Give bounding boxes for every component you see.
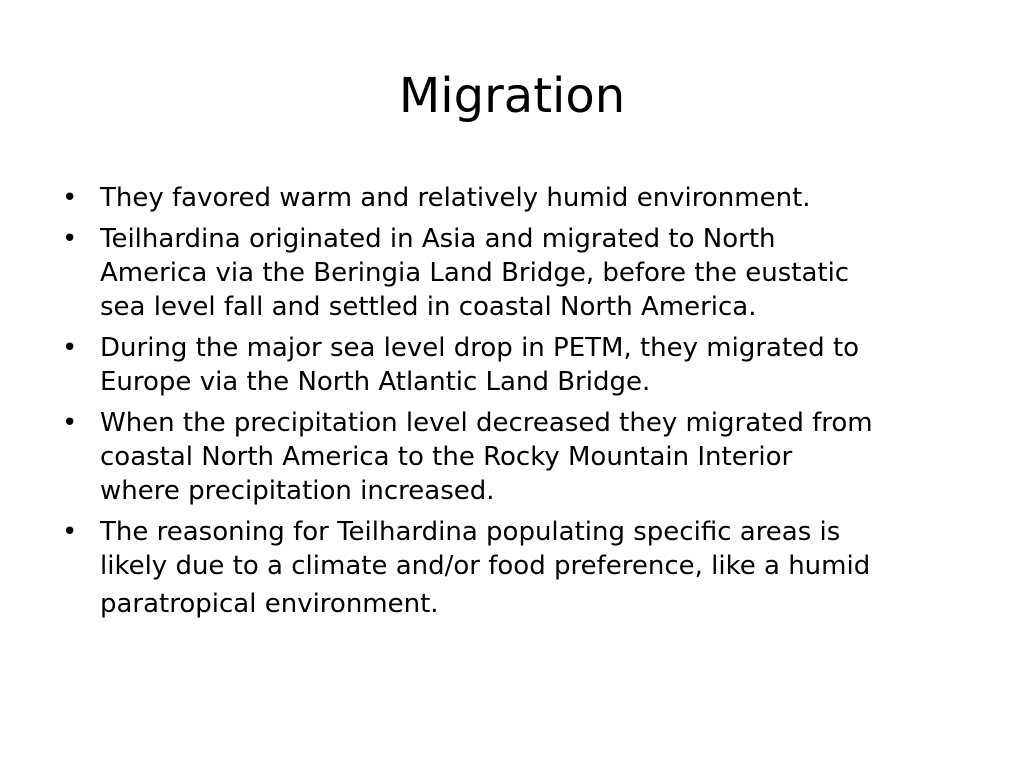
- bullet-line: America via the Beringia Land Bridge, before the eustatic: [100, 258, 850, 288]
- bullet-item: [58, 331, 973, 399]
- bullet-item: [58, 406, 973, 508]
- bullet-line: Teilhardina originated in Asia and migrated to North: [100, 224, 776, 254]
- bullet-text: [100, 222, 973, 324]
- bullet-line: The reasoning for Teilhardina populating specific areas is: [100, 517, 841, 547]
- bullet-list: [58, 181, 973, 621]
- bullet-line: paratropical environment.: [100, 589, 439, 619]
- bullet-dot-icon: •: [62, 224, 78, 254]
- bullet-line: sea level fall and settled in coastal North America.: [100, 292, 757, 322]
- bullet-text: [100, 181, 973, 215]
- bullet-dot-icon: •: [62, 517, 78, 547]
- bullet-text: [100, 406, 973, 508]
- bullet-line: During the major sea level drop in PETM, they migrated to: [100, 333, 860, 363]
- bullet-dot-icon: •: [62, 408, 78, 438]
- bullet-line: Europe via the North Atlantic Land Bridge.: [100, 367, 651, 397]
- bullet-text: [100, 515, 973, 621]
- bullet-line: likely due to a climate and/or food preference, like a humid: [100, 551, 871, 581]
- bullet-line: When the precipitation level decreased they migrated from: [100, 408, 873, 438]
- bullet-dot-icon: •: [62, 183, 78, 213]
- bullet-item: [58, 181, 973, 215]
- bullet-text: [100, 331, 973, 399]
- slide-title: Migration: [398, 68, 626, 124]
- bullet-line: coastal North America to the Rocky Mountain Interior: [100, 442, 793, 472]
- bullet-item: [58, 515, 973, 621]
- bullet-line: where precipitation increased.: [100, 476, 495, 506]
- bullet-item: [58, 222, 973, 324]
- bullet-dot-icon: •: [62, 333, 78, 363]
- bullet-line: They favored warm and relatively humid environment.: [100, 183, 811, 213]
